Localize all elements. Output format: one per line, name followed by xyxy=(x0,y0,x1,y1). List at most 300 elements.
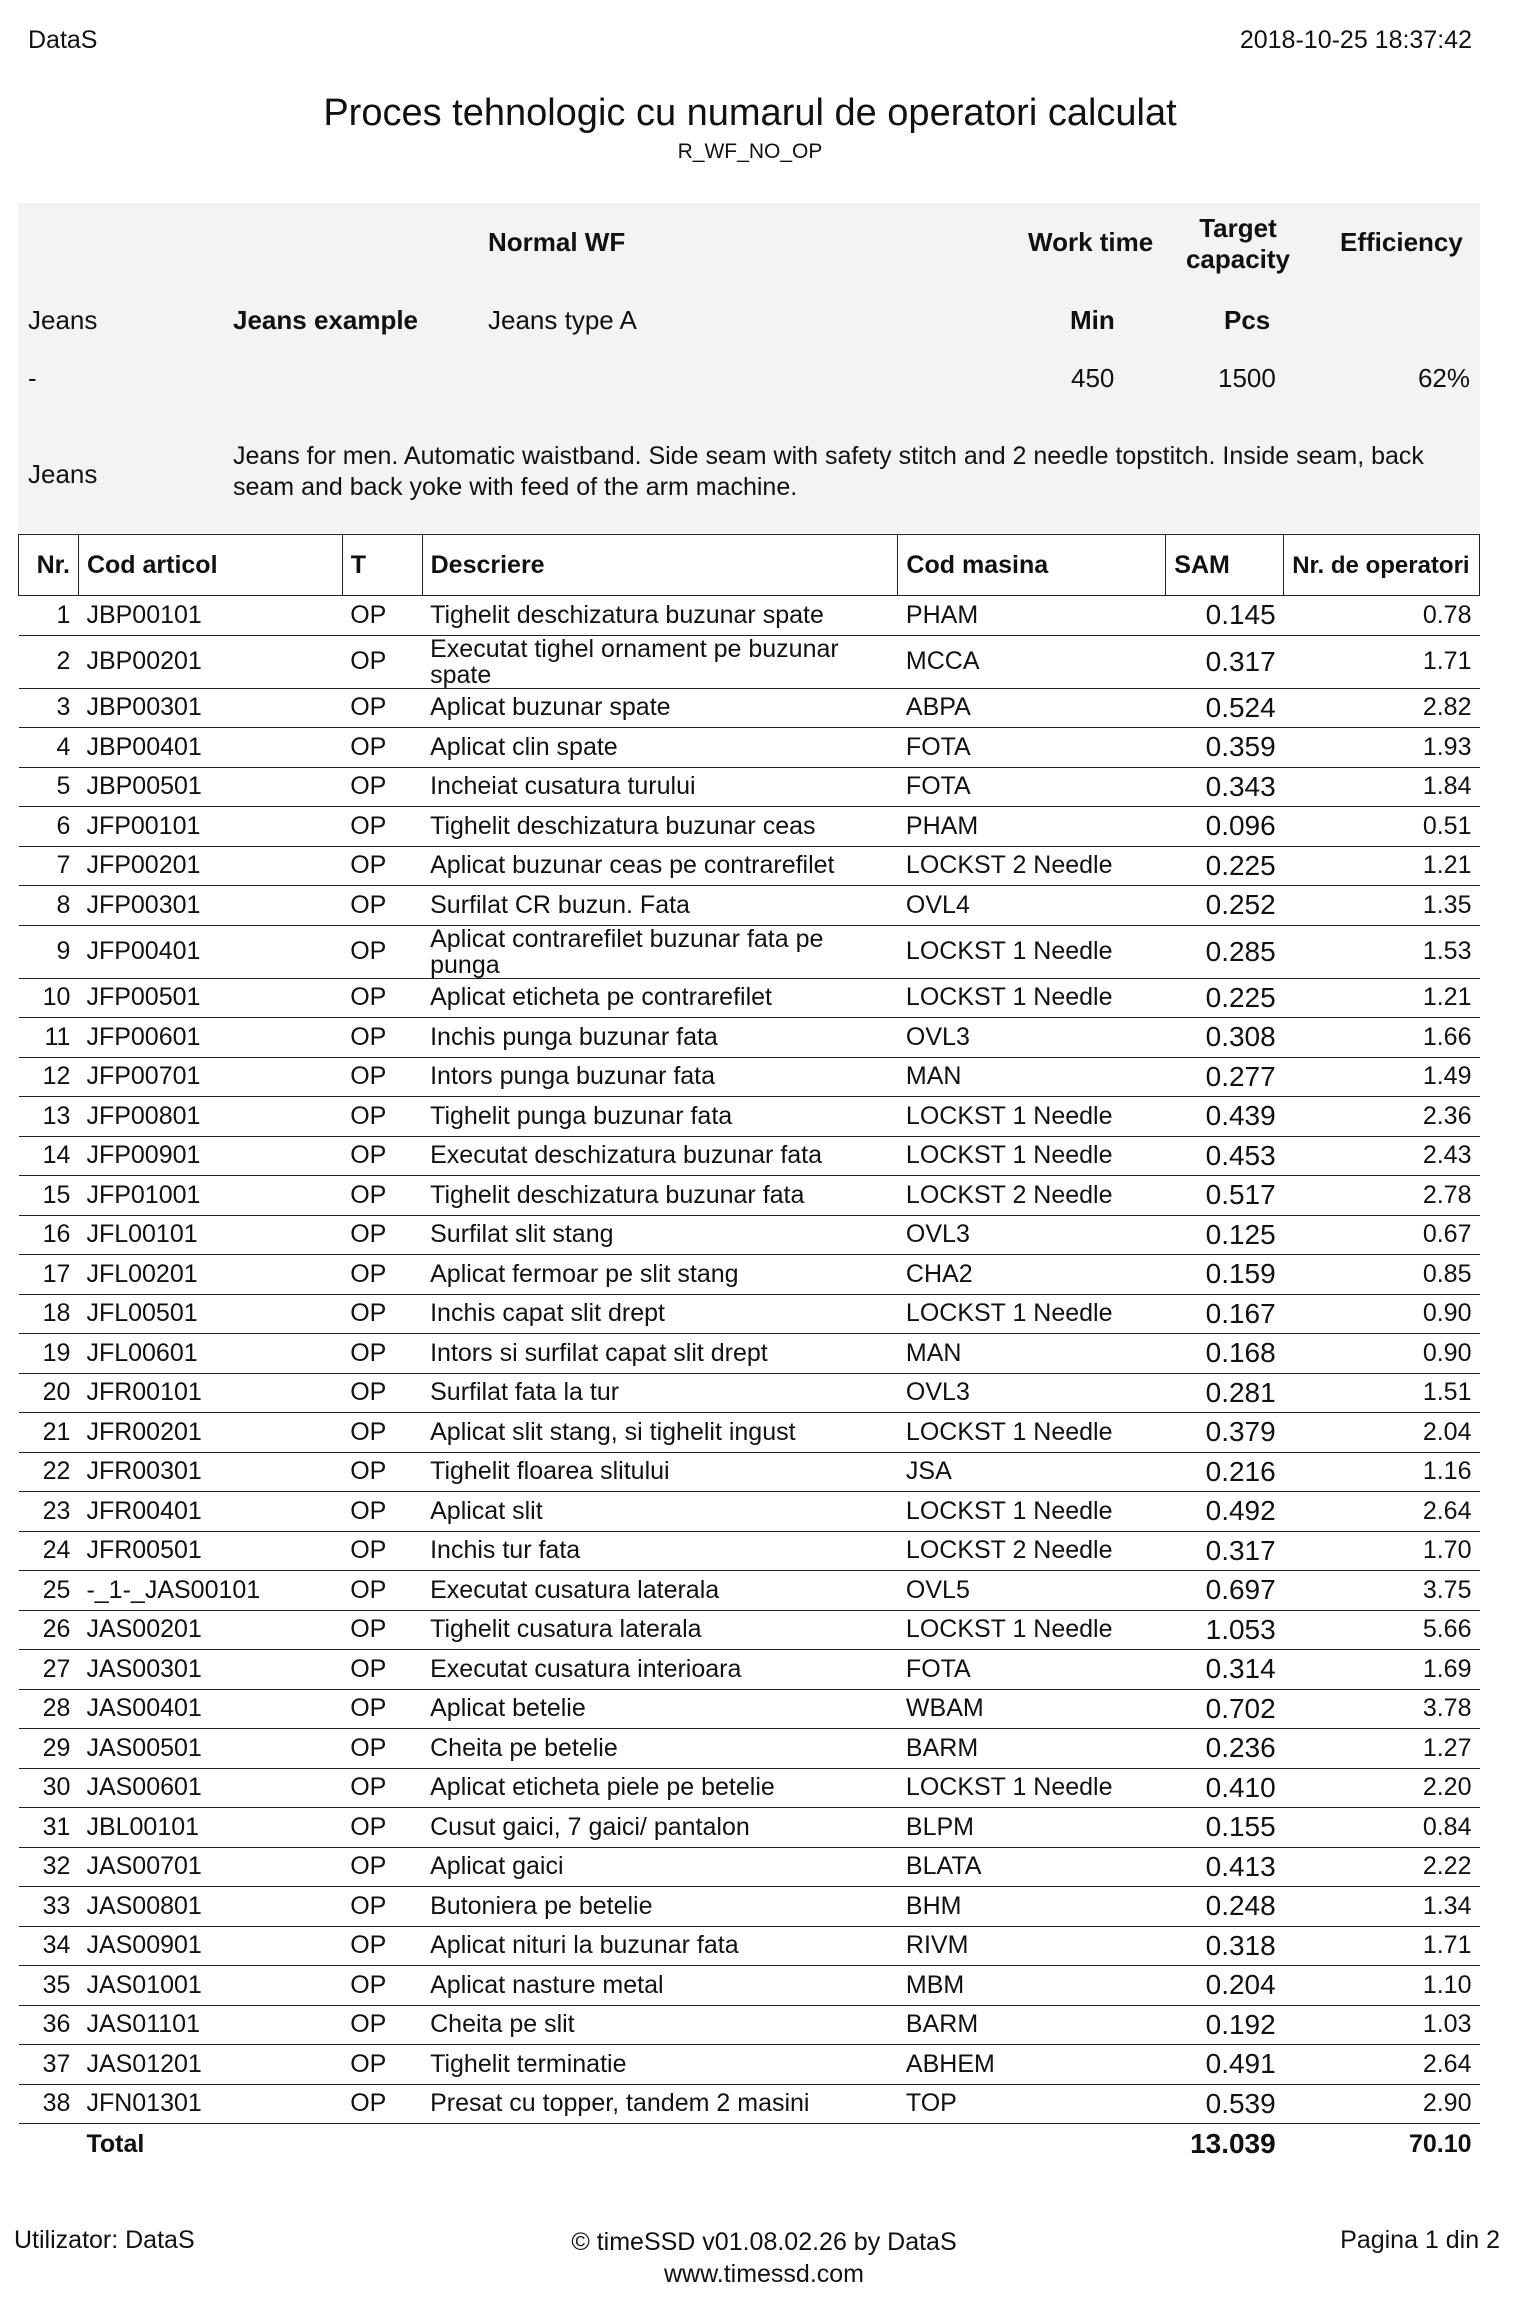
row-nr-operatori: 0.85 xyxy=(1284,1255,1480,1295)
row-sam: 0.359 xyxy=(1166,728,1284,768)
table-row xyxy=(19,1136,1480,1176)
row-cod-masina: BHM xyxy=(898,1887,1166,1927)
row-cod-masina: JSA xyxy=(898,1452,1166,1492)
row-type: OP xyxy=(342,2005,422,2045)
row-nr-operatori: 1.93 xyxy=(1284,728,1480,768)
row-nr: 14 xyxy=(19,1136,79,1176)
row-cod-articol: JFP00701 xyxy=(78,1057,342,1097)
row-nr-operatori: 1.84 xyxy=(1284,767,1480,807)
row-sam: 0.697 xyxy=(1166,1571,1284,1611)
row-cod-articol: JAS01001 xyxy=(78,1966,342,2006)
row-cod-masina: MAN xyxy=(898,1334,1166,1374)
row-cod-articol: JAS00901 xyxy=(78,1926,342,1966)
row-nr-operatori: 0.78 xyxy=(1284,596,1480,636)
row-sam: 0.167 xyxy=(1166,1294,1284,1334)
row-nr-operatori: 2.43 xyxy=(1284,1136,1480,1176)
row-sam: 0.317 xyxy=(1166,635,1284,688)
row-nr-operatori: 1.71 xyxy=(1284,635,1480,688)
row-cod-masina: CHA2 xyxy=(898,1255,1166,1295)
row-descriere: Aplicat eticheta pe contrarefilet xyxy=(422,978,898,1018)
row-nr: 18 xyxy=(19,1294,79,1334)
row-nr-operatori: 1.66 xyxy=(1284,1018,1480,1058)
row-type: OP xyxy=(342,2045,422,2085)
row-cod-masina: MAN xyxy=(898,1057,1166,1097)
row-nr: 6 xyxy=(19,807,79,847)
footer-page-number: Pagina 1 din 2 xyxy=(1340,2226,1500,2254)
report-code: R_WF_NO_OP xyxy=(677,140,823,163)
row-cod-masina: TOP xyxy=(898,2084,1166,2124)
row-cod-masina: RIVM xyxy=(898,1926,1166,1966)
row-sam: 0.204 xyxy=(1166,1966,1284,2006)
row-cod-articol: JBP00101 xyxy=(78,596,342,636)
row-sam: 0.314 xyxy=(1166,1650,1284,1690)
col-nr: Nr. xyxy=(19,535,79,596)
row-cod-masina: BLPM xyxy=(898,1808,1166,1848)
row-nr: 33 xyxy=(19,1887,79,1927)
row-nr-operatori: 0.90 xyxy=(1284,1294,1480,1334)
table-row xyxy=(19,1926,1480,1966)
table-row xyxy=(19,1294,1480,1334)
col-cod-masina: Cod masina xyxy=(898,535,1166,596)
row-descriere: Inchis punga buzunar fata xyxy=(422,1018,898,1058)
table-row xyxy=(19,1689,1480,1729)
row-sam: 0.702 xyxy=(1166,1689,1284,1729)
col-nr-operatori: Nr. de operatori xyxy=(1284,535,1480,596)
row-cod-masina: ABHEM xyxy=(898,2045,1166,2085)
row-sam: 0.491 xyxy=(1166,2045,1284,2085)
row-nr-operatori: 3.75 xyxy=(1284,1571,1480,1611)
row-type: OP xyxy=(342,1650,422,1690)
row-cod-masina: FOTA xyxy=(898,1650,1166,1690)
table-row xyxy=(19,1610,1480,1650)
efficiency-label: Efficiency xyxy=(1340,227,1463,257)
row-descriere: Tighelit floarea slitului xyxy=(422,1452,898,1492)
row-descriere: Aplicat contrarefilet buzunar fata pe punga xyxy=(422,925,898,978)
row-type: OP xyxy=(342,1452,422,1492)
total-operators: 70.10 xyxy=(1408,2129,1472,2158)
row-descriere: Aplicat nituri la buzunar fata xyxy=(422,1926,898,1966)
row-descriere: Tighelit cusatura laterala xyxy=(422,1610,898,1650)
row-sam: 0.317 xyxy=(1166,1531,1284,1571)
table-row xyxy=(19,2005,1480,2045)
row-nr-operatori: 2.04 xyxy=(1284,1413,1480,1453)
row-nr-operatori: 2.20 xyxy=(1284,1768,1480,1808)
row-type: OP xyxy=(342,1887,422,1927)
row-cod-masina: LOCKST 1 Needle xyxy=(898,1610,1166,1650)
row-nr: 36 xyxy=(19,2005,79,2045)
row-sam: 0.159 xyxy=(1166,1255,1284,1295)
row-type: OP xyxy=(342,767,422,807)
row-sam: 0.524 xyxy=(1166,688,1284,728)
row-sam: 0.155 xyxy=(1166,1808,1284,1848)
row-cod-articol: JFP00301 xyxy=(78,886,342,926)
row-nr: 35 xyxy=(19,1966,79,2006)
col-descriere: Descriere xyxy=(422,535,898,596)
row-nr: 7 xyxy=(19,846,79,886)
row-sam: 0.252 xyxy=(1166,886,1284,926)
row-cod-articol: JFP00501 xyxy=(78,978,342,1018)
row-nr: 38 xyxy=(19,2084,79,2124)
row-cod-articol: JFP00101 xyxy=(78,807,342,847)
row-type: OP xyxy=(342,1255,422,1295)
report-datetime: 2018-10-25 18:37:42 xyxy=(1239,26,1472,54)
row-nr: 8 xyxy=(19,886,79,926)
row-cod-masina: PHAM xyxy=(898,596,1166,636)
row-descriere: Executat tighel ornament pe buzunar spate xyxy=(422,635,898,688)
row-nr-operatori: 1.35 xyxy=(1284,886,1480,926)
row-cod-masina: OVL3 xyxy=(898,1215,1166,1255)
row-sam: 0.308 xyxy=(1166,1018,1284,1058)
row-cod-articol: JFL00601 xyxy=(78,1334,342,1374)
target-capacity-label: Target capacity xyxy=(1185,213,1291,274)
row-cod-articol: JAS00601 xyxy=(78,1768,342,1808)
row-type: OP xyxy=(342,1334,422,1374)
row-nr-operatori: 5.66 xyxy=(1284,1610,1480,1650)
row-sam: 0.281 xyxy=(1166,1373,1284,1413)
row-cod-articol: JFL00101 xyxy=(78,1215,342,1255)
row-descriere: Tighelit terminatie xyxy=(422,2045,898,2085)
table-row xyxy=(19,1768,1480,1808)
row-cod-articol: JFP01001 xyxy=(78,1176,342,1216)
row-descriere: Cheita pe slit xyxy=(422,2005,898,2045)
row-nr-operatori: 1.21 xyxy=(1284,846,1480,886)
row-nr: 11 xyxy=(19,1018,79,1058)
table-row xyxy=(19,886,1480,926)
row-sam: 0.379 xyxy=(1166,1413,1284,1453)
row-cod-masina: LOCKST 1 Needle xyxy=(898,925,1166,978)
row-nr-operatori: 1.53 xyxy=(1284,925,1480,978)
work-time-label: Work time xyxy=(1028,227,1154,257)
table-row xyxy=(19,2045,1480,2085)
footer-credits xyxy=(0,2226,1528,2290)
row-nr-operatori: 1.51 xyxy=(1284,1373,1480,1413)
app-name: DataS xyxy=(28,26,98,54)
table-row xyxy=(19,978,1480,1018)
row-nr: 30 xyxy=(19,1768,79,1808)
row-nr: 28 xyxy=(19,1689,79,1729)
dash-value: - xyxy=(28,363,37,393)
work-time-value: 450 xyxy=(1071,363,1115,393)
row-cod-articol: JAS00701 xyxy=(78,1847,342,1887)
row-nr: 24 xyxy=(19,1531,79,1571)
row-sam: 0.096 xyxy=(1166,807,1284,847)
row-cod-articol: JBP00501 xyxy=(78,767,342,807)
col-sam: SAM xyxy=(1166,535,1284,596)
row-descriere: Incheiat cusatura turului xyxy=(422,767,898,807)
row-nr: 17 xyxy=(19,1255,79,1295)
row-type: OP xyxy=(342,1610,422,1650)
row-cod-articol: JAS01201 xyxy=(78,2045,342,2085)
row-nr: 27 xyxy=(19,1650,79,1690)
target-capacity-unit: Pcs xyxy=(1224,305,1271,335)
row-cod-masina: LOCKST 1 Needle xyxy=(898,1768,1166,1808)
row-nr: 29 xyxy=(19,1729,79,1769)
row-cod-articol: JAS00401 xyxy=(78,1689,342,1729)
row-cod-articol: JBP00201 xyxy=(78,635,342,688)
row-descriere: Aplicat eticheta piele pe betelie xyxy=(422,1768,898,1808)
work-time-unit: Min xyxy=(1070,305,1115,335)
row-cod-masina: LOCKST 1 Needle xyxy=(898,1136,1166,1176)
table-row xyxy=(19,1255,1480,1295)
row-cod-articol: JFP00801 xyxy=(78,1097,342,1137)
row-sam: 0.285 xyxy=(1166,925,1284,978)
row-descriere: Tighelit deschizatura buzunar ceas xyxy=(422,807,898,847)
table-row xyxy=(19,1373,1480,1413)
row-cod-articol: JFL00201 xyxy=(78,1255,342,1295)
row-cod-masina: LOCKST 2 Needle xyxy=(898,846,1166,886)
row-nr: 23 xyxy=(19,1492,79,1532)
row-descriere: Inchis tur fata xyxy=(422,1531,898,1571)
row-nr-operatori: 0.51 xyxy=(1284,807,1480,847)
total-row xyxy=(19,2124,1480,2165)
row-nr: 3 xyxy=(19,688,79,728)
table-row xyxy=(19,728,1480,768)
table-row xyxy=(19,1808,1480,1848)
row-nr-operatori: 1.10 xyxy=(1284,1966,1480,2006)
footer-copyright: © timeSSD v01.08.02.26 by DataS xyxy=(571,2228,957,2256)
row-nr-operatori: 1.70 xyxy=(1284,1531,1480,1571)
row-nr-operatori: 1.27 xyxy=(1284,1729,1480,1769)
row-nr: 31 xyxy=(19,1808,79,1848)
row-descriere: Aplicat gaici xyxy=(422,1847,898,1887)
row-type: OP xyxy=(342,886,422,926)
row-descriere: Tighelit punga buzunar fata xyxy=(422,1097,898,1137)
row-type: OP xyxy=(342,728,422,768)
normal-wf-label: Normal WF xyxy=(488,227,626,257)
row-nr-operatori: 1.34 xyxy=(1284,1887,1480,1927)
row-descriere: Tighelit deschizatura buzunar spate xyxy=(422,596,898,636)
row-type: OP xyxy=(342,1373,422,1413)
description-label: Jeans xyxy=(28,459,98,489)
row-sam: 0.216 xyxy=(1166,1452,1284,1492)
row-type: OP xyxy=(342,1926,422,1966)
row-cod-masina: LOCKST 1 Needle xyxy=(898,1492,1166,1532)
row-descriere: Presat cu topper, tandem 2 masini xyxy=(422,2084,898,2124)
row-cod-articol: JFR00401 xyxy=(78,1492,342,1532)
row-nr-operatori: 2.36 xyxy=(1284,1097,1480,1137)
row-sam: 0.318 xyxy=(1166,1926,1284,1966)
row-nr: 5 xyxy=(19,767,79,807)
row-descriere: Surfilat slit stang xyxy=(422,1215,898,1255)
row-descriere: Intors si surfilat capat slit drept xyxy=(422,1334,898,1374)
row-cod-masina: OVL5 xyxy=(898,1571,1166,1611)
table-row xyxy=(19,1097,1480,1137)
row-sam: 0.410 xyxy=(1166,1768,1284,1808)
row-cod-articol: JFP00901 xyxy=(78,1136,342,1176)
row-nr: 34 xyxy=(19,1926,79,1966)
row-type: OP xyxy=(342,1729,422,1769)
row-cod-articol: JBP00301 xyxy=(78,688,342,728)
table-row xyxy=(19,2084,1480,2124)
table-row xyxy=(19,1571,1480,1611)
row-descriere: Executat deschizatura buzunar fata xyxy=(422,1136,898,1176)
row-type: OP xyxy=(342,688,422,728)
row-sam: 0.225 xyxy=(1166,846,1284,886)
table-row xyxy=(19,1215,1480,1255)
row-cod-articol: JAS00801 xyxy=(78,1887,342,1927)
row-sam: 0.125 xyxy=(1166,1215,1284,1255)
row-cod-masina: MCCA xyxy=(898,635,1166,688)
row-sam: 0.492 xyxy=(1166,1492,1284,1532)
row-nr-operatori: 2.22 xyxy=(1284,1847,1480,1887)
row-descriere: Inchis capat slit drept xyxy=(422,1294,898,1334)
row-cod-articol: JFL00501 xyxy=(78,1294,342,1334)
table-row xyxy=(19,1452,1480,1492)
table-row xyxy=(19,596,1480,636)
row-sam: 0.225 xyxy=(1166,978,1284,1018)
row-descriere: Executat cusatura interioara xyxy=(422,1650,898,1690)
row-sam: 0.277 xyxy=(1166,1057,1284,1097)
product-name: Jeans example xyxy=(233,305,419,335)
efficiency-value: 62% xyxy=(1417,363,1470,393)
row-cod-masina: BARM xyxy=(898,2005,1166,2045)
table-header-row xyxy=(19,535,1480,596)
row-type: OP xyxy=(342,1571,422,1611)
row-nr-operatori: 2.64 xyxy=(1284,1492,1480,1532)
row-nr: 2 xyxy=(19,635,79,688)
row-descriere: Aplicat slit xyxy=(422,1492,898,1532)
footer-website[interactable]: www.timessd.com xyxy=(663,2260,865,2288)
table-row xyxy=(19,1334,1480,1374)
row-type: OP xyxy=(342,1689,422,1729)
row-nr-operatori: 1.69 xyxy=(1284,1650,1480,1690)
row-nr: 4 xyxy=(19,728,79,768)
product-family: Jeans xyxy=(28,305,98,335)
row-type: OP xyxy=(342,635,422,688)
row-cod-articol: -_1-_JAS00101 xyxy=(78,1571,342,1611)
row-nr: 22 xyxy=(19,1452,79,1492)
row-cod-articol: JFN01301 xyxy=(78,2084,342,2124)
row-type: OP xyxy=(342,1808,422,1848)
row-type: OP xyxy=(342,596,422,636)
row-type: OP xyxy=(342,1018,422,1058)
row-cod-masina: MBM xyxy=(898,1966,1166,2006)
row-type: OP xyxy=(342,1176,422,1216)
row-descriere: Aplicat clin spate xyxy=(422,728,898,768)
row-type: OP xyxy=(342,1215,422,1255)
row-descriere: Aplicat betelie xyxy=(422,1689,898,1729)
row-nr: 25 xyxy=(19,1571,79,1611)
row-nr: 9 xyxy=(19,925,79,978)
row-descriere: Executat cusatura laterala xyxy=(422,1571,898,1611)
row-cod-articol: JFP00601 xyxy=(78,1018,342,1058)
row-sam: 0.145 xyxy=(1166,596,1284,636)
table-row xyxy=(19,1018,1480,1058)
row-nr-operatori: 0.67 xyxy=(1284,1215,1480,1255)
row-nr: 12 xyxy=(19,1057,79,1097)
row-nr-operatori: 2.90 xyxy=(1284,2084,1480,2124)
table-row xyxy=(19,1057,1480,1097)
row-nr: 37 xyxy=(19,2045,79,2085)
total-sam: 13.039 xyxy=(1190,2128,1276,2159)
row-type: OP xyxy=(342,1097,422,1137)
table-row xyxy=(19,1966,1480,2006)
row-nr: 13 xyxy=(19,1097,79,1137)
col-cod-articol: Cod articol xyxy=(78,535,342,596)
row-cod-articol: JFP00201 xyxy=(78,846,342,886)
row-descriere: Aplicat nasture metal xyxy=(422,1966,898,2006)
row-sam: 0.413 xyxy=(1166,1847,1284,1887)
row-cod-masina: WBAM xyxy=(898,1689,1166,1729)
row-cod-masina: BARM xyxy=(898,1729,1166,1769)
row-type: OP xyxy=(342,2084,422,2124)
row-nr: 32 xyxy=(19,1847,79,1887)
table-row xyxy=(19,1413,1480,1453)
row-sam: 0.168 xyxy=(1166,1334,1284,1374)
row-cod-masina: FOTA xyxy=(898,728,1166,768)
table-row xyxy=(19,925,1480,978)
row-cod-articol: JFR00301 xyxy=(78,1452,342,1492)
table-row xyxy=(19,1729,1480,1769)
row-cod-articol: JFR00201 xyxy=(78,1413,342,1453)
row-cod-articol: JAS01101 xyxy=(78,2005,342,2045)
row-nr-operatori: 1.21 xyxy=(1284,978,1480,1018)
row-descriere: Aplicat slit stang, si tighelit ingust xyxy=(422,1413,898,1453)
row-nr: 26 xyxy=(19,1610,79,1650)
row-nr-operatori: 0.90 xyxy=(1284,1334,1480,1374)
row-nr: 10 xyxy=(19,978,79,1018)
row-sam: 0.517 xyxy=(1166,1176,1284,1216)
row-cod-masina: OVL3 xyxy=(898,1018,1166,1058)
table-row xyxy=(19,1492,1480,1532)
row-nr: 19 xyxy=(19,1334,79,1374)
row-cod-articol: JBL00101 xyxy=(78,1808,342,1848)
row-type: OP xyxy=(342,1413,422,1453)
row-nr-operatori: 1.71 xyxy=(1284,1926,1480,1966)
row-descriere: Intors punga buzunar fata xyxy=(422,1057,898,1097)
row-nr-operatori: 2.64 xyxy=(1284,2045,1480,2085)
product-info-panel xyxy=(18,203,1480,533)
row-nr-operatori: 1.16 xyxy=(1284,1452,1480,1492)
row-sam: 0.539 xyxy=(1166,2084,1284,2124)
row-nr: 20 xyxy=(19,1373,79,1413)
row-type: OP xyxy=(342,978,422,1018)
row-sam: 1.053 xyxy=(1166,1610,1284,1650)
row-cod-masina: OVL3 xyxy=(898,1373,1166,1413)
row-cod-masina: LOCKST 1 Needle xyxy=(898,1097,1166,1137)
row-cod-articol: JFR00101 xyxy=(78,1373,342,1413)
row-cod-articol: JAS00201 xyxy=(78,1610,342,1650)
row-sam: 0.248 xyxy=(1166,1887,1284,1927)
operations-table xyxy=(18,534,1480,2164)
row-type: OP xyxy=(342,925,422,978)
row-type: OP xyxy=(342,1057,422,1097)
row-cod-masina: LOCKST 2 Needle xyxy=(898,1531,1166,1571)
row-nr: 21 xyxy=(19,1413,79,1453)
row-cod-masina: LOCKST 2 Needle xyxy=(898,1176,1166,1216)
row-nr-operatori: 1.03 xyxy=(1284,2005,1480,2045)
row-descriere: Cheita pe betelie xyxy=(422,1729,898,1769)
row-descriere: Cusut gaici, 7 gaici/ pantalon xyxy=(422,1808,898,1848)
row-nr: 16 xyxy=(19,1215,79,1255)
table-row xyxy=(19,767,1480,807)
row-cod-masina: OVL4 xyxy=(898,886,1166,926)
table-row xyxy=(19,1531,1480,1571)
row-cod-masina: ABPA xyxy=(898,688,1166,728)
row-sam: 0.453 xyxy=(1166,1136,1284,1176)
product-type: Jeans type A xyxy=(488,305,637,335)
row-cod-articol: JAS00301 xyxy=(78,1650,342,1690)
row-cod-articol: JBP00401 xyxy=(78,728,342,768)
table-row xyxy=(19,1650,1480,1690)
col-t: T xyxy=(342,535,422,596)
row-type: OP xyxy=(342,807,422,847)
target-capacity-value: 1500 xyxy=(1218,363,1276,393)
row-type: OP xyxy=(342,1768,422,1808)
footer-user: Utilizator: DataS xyxy=(14,2226,195,2254)
row-sam: 0.439 xyxy=(1166,1097,1284,1137)
row-sam: 0.192 xyxy=(1166,2005,1284,2045)
